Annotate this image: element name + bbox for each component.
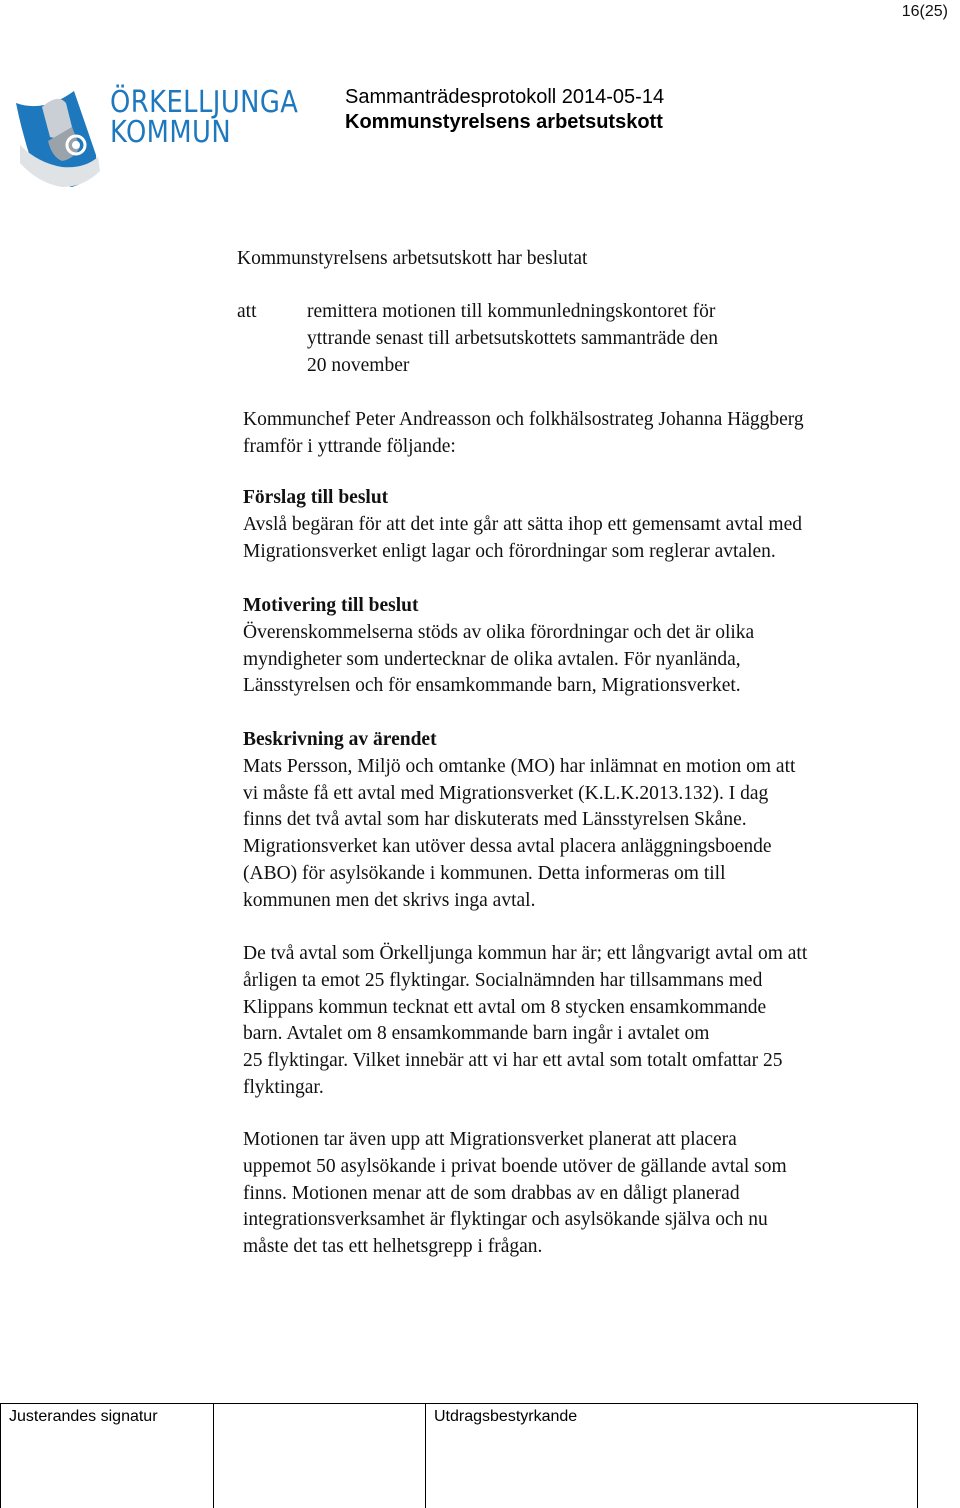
description-line: Migrationsverket kan utöver dessa avtal placera anläggningsboende xyxy=(243,836,772,858)
page-number: 16(25) xyxy=(901,3,948,20)
agreements-line: årligen ta emot 25 flyktingar. Socialnämnden har tillsammans med xyxy=(243,969,763,991)
logo-line2: KOMMUN xyxy=(110,115,232,150)
committee-name: Kommunstyrelsens arbetsutskott xyxy=(345,111,663,133)
description-section xyxy=(243,727,933,915)
decision-line: yttrande senast till arbetsutskottets sammanträde den xyxy=(307,327,719,349)
decision-line: 20 november xyxy=(307,354,410,376)
proposal-heading: Förslag till beslut xyxy=(243,487,389,508)
proposal-section xyxy=(243,485,933,565)
agreements-line: 25 flyktingar. Vilket innebär att vi har ett avtal som totalt omfattar 25 xyxy=(243,1050,783,1072)
municipality-crest-icon xyxy=(14,83,106,189)
footer-divider xyxy=(0,1403,1,1508)
logo-line1: ÖRKELLJUNGA xyxy=(110,85,299,120)
motivation-line: myndigheter som undertecknar de olika avtalen. För nyanlända, xyxy=(243,648,741,670)
motion-line: integrationsverksamhet är flyktingar och asylsökande själva och nu xyxy=(243,1209,768,1231)
decision-att: att xyxy=(237,301,257,322)
description-line: (ABO) för asylsökande i kommunen. Detta informeras om till xyxy=(243,862,726,884)
agreements-line: De två avtal som Örkelljunga kommun har är; ett långvarigt avtal om att xyxy=(243,943,808,964)
motivation-section xyxy=(243,593,933,700)
motion-paragraph xyxy=(243,1127,933,1261)
agreements-paragraph xyxy=(243,941,933,1102)
signature-label: Justerandes signatur xyxy=(9,1408,158,1425)
decision-intro: Kommunstyrelsens arbetsutskott har beslutat xyxy=(237,248,588,269)
proposal-line: Avslå begäran för att det inte går att sätta ihop ett gemensamt avtal med xyxy=(243,513,802,535)
description-line: finns det två avtal som har diskuterats med Länsstyrelsen Skåne. xyxy=(243,809,747,831)
footer-divider xyxy=(213,1403,214,1508)
statement-line: framför i yttrande följande: xyxy=(243,435,456,457)
description-heading: Beskrivning av ärendet xyxy=(243,729,437,750)
footer-divider xyxy=(425,1403,426,1508)
motion-line: uppemot 50 asylsökande i privat boende utöver de gällande avtal som xyxy=(243,1155,787,1177)
motion-line: Motionen tar även upp att Migrationsverket planerat att placera xyxy=(243,1129,737,1150)
logo-wordmark xyxy=(110,85,299,150)
description-line: kommunen men det skrivs inga avtal. xyxy=(243,889,536,911)
agreements-line: barn. Avtalet om 8 ensamkommande barn ingår i avtalet om xyxy=(243,1023,710,1045)
motivation-line: Länsstyrelsen och för ensamkommande barn, Migrationsverket. xyxy=(243,675,741,697)
agreements-line: Klippans kommun tecknat ett avtal om 8 stycken ensamkommande xyxy=(243,996,767,1018)
proposal-line: Migrationsverket enligt lagar och förordningar som reglerar avtalen. xyxy=(243,540,776,562)
statement-line: Kommunchef Peter Andreasson och folkhälsostrateg Johanna Häggberg xyxy=(243,409,804,430)
certified-extract-label: Utdragsbestyrkande xyxy=(434,1408,578,1425)
statement-paragraph xyxy=(243,407,923,461)
motivation-line: Överenskommelserna stöds av olika förordningar och det är olika xyxy=(243,621,755,643)
motion-line: finns. Motionen menar att de som drabbas av en dåligt planerad xyxy=(243,1182,740,1204)
protocol-title: Sammanträdesprotokoll 2014-05-14 xyxy=(345,86,665,108)
motivation-heading: Motivering till beslut xyxy=(243,595,419,616)
footer-divider xyxy=(917,1403,918,1508)
document-header xyxy=(345,85,664,135)
agreements-line: flyktingar. xyxy=(243,1076,324,1098)
footer-rule xyxy=(0,1403,918,1404)
description-line: Mats Persson, Miljö och omtanke (MO) har inlämnat en motion om att xyxy=(243,755,796,777)
decision-text xyxy=(307,299,827,379)
decision-line: remittera motionen till kommunledningskontoret för xyxy=(307,301,716,322)
motion-line: måste det tas ett helhetsgrepp i frågan. xyxy=(243,1236,543,1258)
description-line: vi måste få ett avtal med Migrationsverket (K.L.K.2013.132). I dag xyxy=(243,782,769,804)
